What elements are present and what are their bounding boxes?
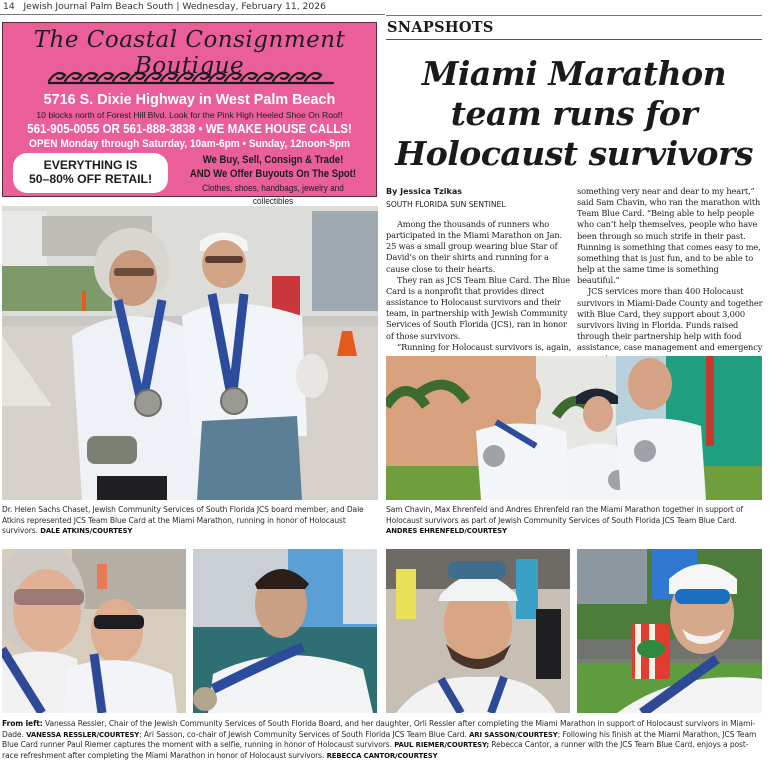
article-headline: Miami Marathon team runs for Holocaust survivors bbox=[395, 54, 753, 173]
photo-credit: DALE ATKINS/COURTESY bbox=[40, 527, 133, 536]
photo-mother-daughter-selfie bbox=[2, 549, 186, 713]
body-paragraph: “Running for Holocaust survivors is, again, bbox=[397, 341, 572, 352]
caption-lead: From left: bbox=[2, 719, 43, 728]
caption-text: ; Ari Sasson, co-chair of Jewish Community Services of South Florida JCS Team Blue Card. bbox=[139, 729, 470, 739]
caption-text: Sam Chavin, Max Ehrenfeld and Andres Ehrenfeld ran the Miami Marathon together in support of Holocaust survivors as part of Jewish Community Services of South Florida JCS Team Blue Card. bbox=[386, 505, 744, 525]
photo-river-selfie bbox=[193, 549, 377, 713]
caption-photo-1 bbox=[2, 505, 382, 537]
caption-text: Dr. Helen Sachs Chaset, Jewish Community Services of South Florida JCS board member, and Dale Atkins represented JCS Team Blue Card at the Miami Marathon, running in honor of Holocaust survivors. bbox=[2, 505, 364, 536]
photo-post-race-refreshment bbox=[577, 549, 762, 713]
page-folio bbox=[3, 1, 326, 12]
caption-text: Rebecca Cantor, a runner with the JCS Team Blue Card, enjoys a post-race refreshment after completing the Miami Marathon in honor of Holocaust survivors. bbox=[2, 740, 749, 760]
ad-hours: OPEN Monday through Saturday, 10am-6pm • Sunday, 12noon-5pm bbox=[29, 138, 350, 150]
photo-credit: REBECCA CANTOR/COURTESY bbox=[326, 751, 438, 760]
photo-finish-line-selfie bbox=[386, 549, 570, 713]
wave-ornament-icon bbox=[47, 67, 335, 87]
page-number: 14 bbox=[3, 1, 15, 12]
folio-rule bbox=[0, 14, 385, 15]
boutique-advertisement bbox=[2, 22, 377, 206]
photo-credit: ARI SASSON/COURTESY bbox=[469, 730, 558, 739]
folio-separator: | bbox=[176, 1, 180, 12]
article-column-1 bbox=[386, 219, 572, 353]
body-paragraph: Among the thousands of runners who participated in the Miami Marathon on Jan. 25 was a small group wearing blue Star of David’s on their shirts and running for a cause close to their hearts. bbox=[386, 219, 562, 274]
photo-credit: VANESSA RESSLER/COURTESY bbox=[26, 730, 140, 739]
publication-name: Jewish Journal Palm Beach South bbox=[23, 1, 174, 12]
section-rule-top bbox=[386, 15, 762, 16]
ad-offer-line3: Clothes, shoes, handbags, jewelry and collectibles bbox=[202, 182, 344, 206]
ad-offer-line1: We Buy, Sell, Consign & Trade! bbox=[202, 154, 344, 166]
caption-photo-2 bbox=[386, 505, 766, 537]
caption-text: ; Following his finish at the Miami Marathon, JCS Team Blue Card runner Paul Riemer captures the moment with a selfie, running in honor of Holocaust survivors. bbox=[2, 729, 757, 750]
byline-organization: SOUTH FLORIDA SUN SENTINEL bbox=[386, 200, 506, 209]
article-column-2 bbox=[577, 186, 763, 365]
ad-pill-line1: EVERYTHING IS bbox=[43, 158, 138, 172]
issue-date: Wednesday, February 11, 2026 bbox=[182, 1, 326, 12]
photo-three-runners bbox=[386, 356, 762, 500]
photo-two-women-runners bbox=[2, 206, 378, 500]
caption-text: Vanessa Ressler, Chair of the Jewish Community Services of South Florida Board, and her daughter, Orli Ressler after completing the Miami Marathon in support of Holocaust survivors in Miami-Dade. bbox=[2, 719, 755, 739]
body-paragraph: JCS services more than 400 Holocaust survivors in Miami-Dade County and together with Blue Card, they support about 3,000 survivors living in Florida. Funds raised through their partnership help with food assistance, case management and emergency bbox=[577, 286, 763, 353]
section-label: SNAPSHOTS bbox=[387, 19, 494, 36]
ad-business-name: The Coastal Consignment Boutique bbox=[33, 27, 346, 79]
section-rule-bottom bbox=[386, 39, 762, 40]
article-byline: By Jessica Tzikas bbox=[386, 187, 463, 196]
caption-bottom-row bbox=[2, 719, 764, 761]
ad-offer-line2: AND We Offer Buyouts On The Spot! bbox=[189, 168, 357, 180]
photo-credit: PAUL RIEMER/COURTESY; bbox=[394, 741, 489, 750]
ad-phone-numbers: 561-905-0055 OR 561-888-3838 • WE MAKE HOUSE CALLS! bbox=[27, 122, 352, 136]
ad-pill-line2: 50–80% OFF RETAIL! bbox=[28, 172, 153, 186]
body-paragraph: They ran as JCS Team Blue Card. The Blue Card is a nonprofit that provides direct assistance to Holocaust survivors and their team, in partnership with Jewish Community Services of South Florida (JCS), ran in honor of those survivors. bbox=[386, 274, 570, 341]
body-paragraph: something very near and dear to my heart,” said Sam Chavin, who ran the marathon with Team Blue Card. “Being able to help people who can’t help themselves, people who have been through so much strife in their past. Running is something that comes easy to me, something that is just fun, and to be able to help at the same time is something beautiful.” bbox=[577, 186, 761, 286]
ad-offer-block bbox=[173, 153, 373, 207]
ad-discount-badge bbox=[13, 153, 168, 193]
photo-credit: ANDRES EHRENFELD/COURTESY bbox=[386, 527, 507, 536]
ad-address: 5716 S. Dixie Highway in West Palm Beach bbox=[43, 92, 336, 108]
ad-directions: 10 blocks north of Forest Hill Blvd. Look for the Pink High Heeled Shoe On Roof! bbox=[36, 110, 343, 120]
